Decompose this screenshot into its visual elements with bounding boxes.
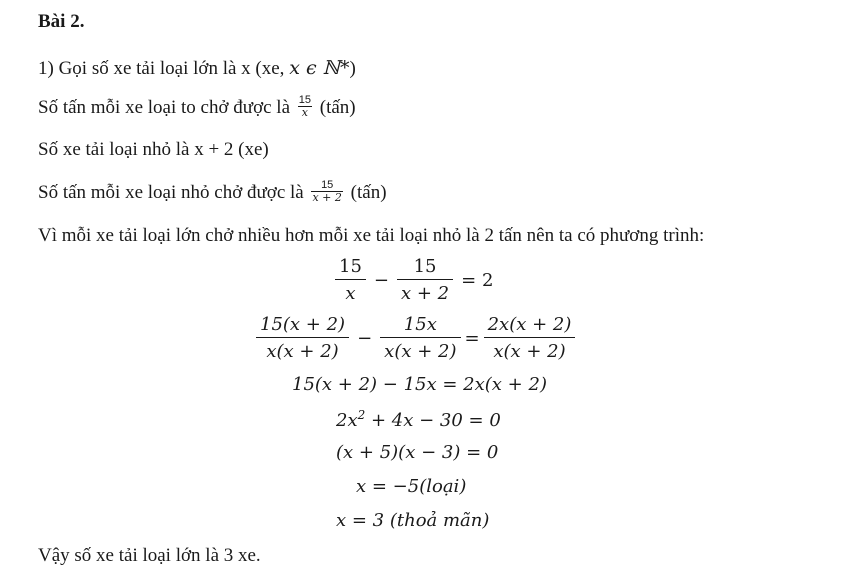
denominator: x(x + 2) — [384, 341, 457, 362]
rhs: = 2 — [461, 269, 494, 291]
text: 1) Gọi số xe tải loại lớn là x (xe, — [38, 58, 290, 79]
numerator: 15 — [397, 256, 453, 280]
fraction — [484, 314, 576, 362]
equation-4 — [336, 408, 501, 431]
denominator: x + 2 — [312, 191, 342, 204]
numerator: 15x — [380, 314, 460, 338]
exercise-title: Bài 2. — [38, 11, 85, 32]
text: Số tấn mỗi xe loại to chở được là — [38, 96, 295, 118]
denominator: x — [301, 106, 308, 119]
exponent: 2 — [357, 408, 366, 422]
equation-3: 15(x + 2) − 15x = 2x(x + 2) — [292, 374, 547, 395]
fraction — [298, 94, 312, 119]
numerator: 2x(x + 2) — [484, 314, 576, 338]
operator: − — [357, 327, 373, 349]
numerator: 15 — [335, 256, 366, 280]
fraction — [335, 256, 366, 304]
equation-5: (x + 5)(x − 3) = 0 — [336, 442, 499, 463]
text: ) — [349, 58, 356, 79]
term: 2x — [336, 410, 358, 431]
equation-6: x = −5(loại) — [356, 476, 467, 497]
fraction — [256, 314, 349, 362]
step-define-variable — [38, 57, 356, 80]
text: (tấn) — [345, 181, 387, 203]
step-equation-intro: Vì mỗi xe tải loại lớn chở nhiều hơn mỗi xe tải loại nhỏ là 2 tấn nên ta có phương trình: — [38, 225, 705, 246]
text: Số tấn mỗi xe loại nhỏ chở được là — [38, 181, 309, 203]
operator: = — [464, 327, 480, 349]
text: (tấn) — [315, 96, 356, 118]
conclusion: Vậy số xe tải loại lớn là 3 xe. — [38, 545, 261, 566]
term: + 4x − 30 = 0 — [365, 410, 501, 431]
equation-2 — [256, 314, 575, 362]
step-tons-small — [38, 181, 387, 206]
condition: x ϵ ℕ* — [289, 57, 350, 79]
numerator: 15 — [311, 179, 342, 192]
numerator: 15(x + 2) — [256, 314, 349, 338]
denominator: x — [345, 283, 356, 304]
denominator: x + 2 — [401, 283, 450, 304]
fraction — [397, 256, 453, 304]
numerator: 15 — [298, 94, 312, 106]
operator: − — [373, 269, 389, 291]
fraction — [311, 179, 342, 204]
step-small-count: Số xe tải loại nhỏ là x + 2 (xe) — [38, 139, 269, 160]
fraction — [380, 314, 460, 362]
equation-1 — [335, 256, 501, 304]
step-tons-large — [38, 96, 356, 121]
denominator: x(x + 2) — [266, 341, 339, 362]
equation-7: x = 3 (thoả mãn) — [336, 510, 490, 531]
denominator: x(x + 2) — [493, 341, 566, 362]
